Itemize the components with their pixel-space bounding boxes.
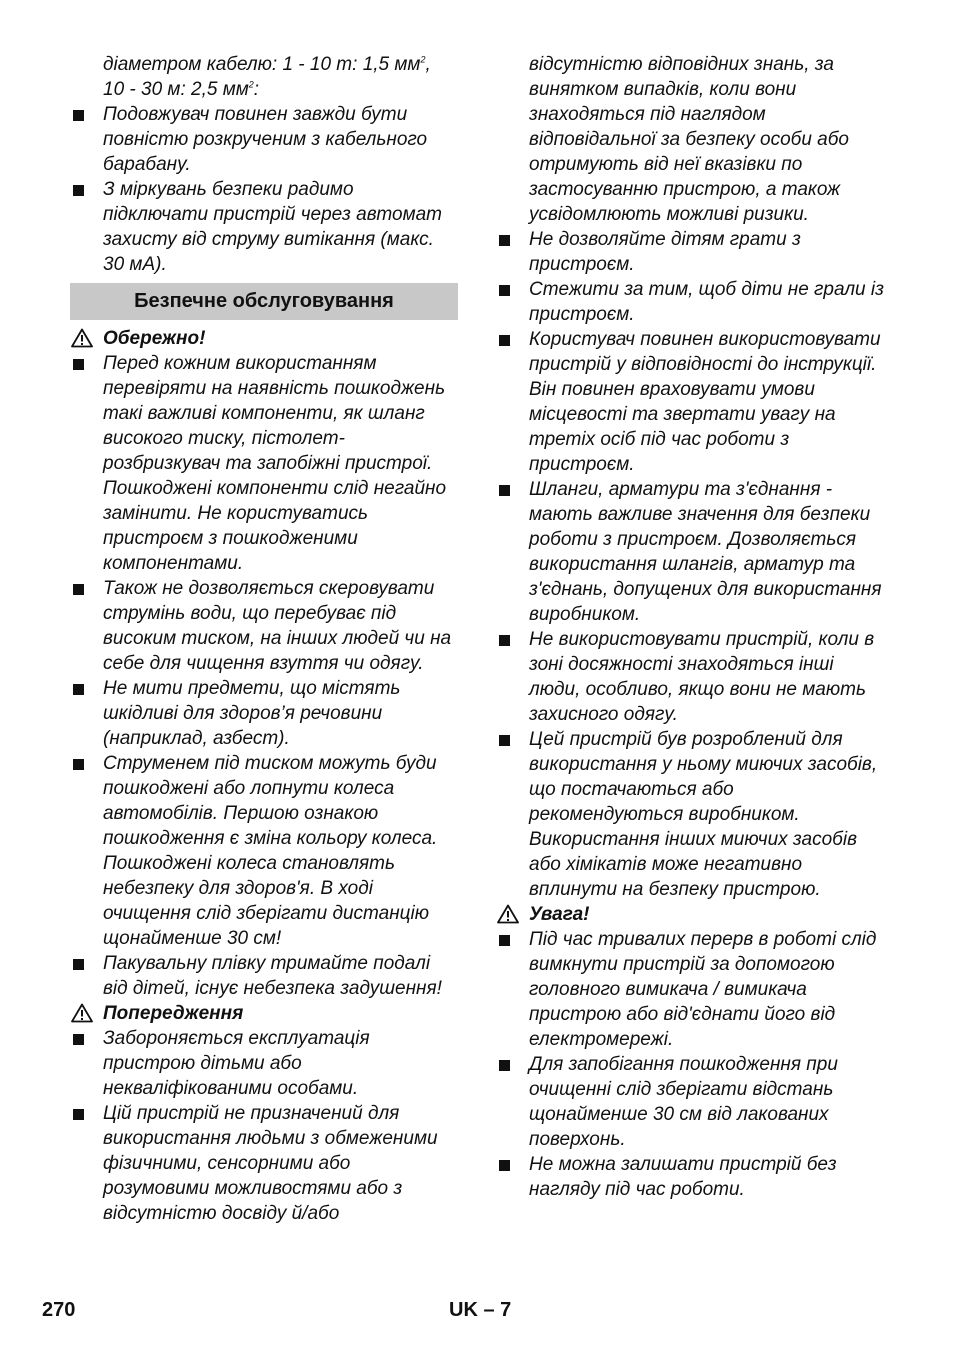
- list-item: Цій пристрій не призначений для використання людьми з обмеженими фізичними, сенсорними або розумовими можливостями або з відсутністю досвіду й/або: [70, 1101, 458, 1226]
- list-item: Не дозволяйте дітям грати з пристроєм.: [496, 227, 886, 277]
- warning-triangle-icon: [497, 904, 519, 924]
- list-item: Не можна залишати пристрій без нагляду під час роботи.: [496, 1152, 886, 1202]
- list-item: Цей пристрій був розроблений для використання у ньому миючих засобів, що постачаються або рекомендуються виробником. Використання інших миючих засобів або хімікатів може негативно вплинути на безпеку пристрою.: [496, 727, 886, 902]
- attention-label: Увага!: [496, 902, 886, 927]
- caution-label: Обережно!: [70, 326, 458, 351]
- continuation-text: відсутністю відповідних знань, за винятком випадків, коли вони знаходяться під наглядом відповідальної за безпеку особи або отримують від неї вказівки по застосуванню пристрою, а також усвідомлюють можливі ризики.: [529, 54, 849, 225]
- warning-triangle-icon: [71, 1003, 93, 1023]
- list-item: Під час тривалих перерв в роботі слід вимкнути пристрій за допомогою головного вимикача / вимикача пристрою або від'єднати його від електромережі.: [496, 927, 886, 1052]
- list-item: Подовжувач повинен завжди бути повністю розкрученим з кабельного барабану.: [70, 102, 458, 177]
- left-column: [70, 52, 458, 1226]
- list-item: Не використовувати пристрій, коли в зоні досяжності знаходяться інші люди, особливо, якщо вони не мають захисного одягу.: [496, 627, 886, 727]
- list-item: Пакувальну плівку тримайте подалі від дітей, існує небезпека задушення!: [70, 951, 458, 1001]
- footer-section-label: UK – 7: [449, 1299, 512, 1321]
- list-item: Забороняється експлуатація пристрою дітьми або некваліфікованими особами.: [70, 1026, 458, 1101]
- right-column: [496, 52, 886, 1202]
- warning-triangle-icon: [71, 328, 93, 348]
- warning-label: Попередження: [70, 1001, 458, 1026]
- list-item: Струменем під тиском можуть буди пошкоджені або лопнути колеса автомобілів. Першою ознакою пошкодження є зміна кольору колеса. Пошкоджені колеса становлять небезпеку для здоров'я. В ході очищення слід зберігати дистанцію щонайменше 30 см!: [70, 751, 458, 951]
- page-number: 270: [42, 1299, 76, 1321]
- list-item: Стежити за тим, щоб діти не грали із пристроєм.: [496, 277, 886, 327]
- list-item: З міркувань безпеки радимо підключати пристрій через автомат захисту від струму витікання (макс. 30 мА).: [70, 177, 458, 277]
- list-item: Перед кожним використанням перевіряти на наявність пошкоджень такі важливі компоненти, як шланг високого тиску, пістолет-розбризкувач та запобіжні пристрої. Пошкоджені компоненти слід негайно замінити. Не користуватись пристроєм з пошкодженими компонентами.: [70, 351, 458, 576]
- section-heading: Безпечне обслуговування: [70, 283, 458, 320]
- list-item: Не мити предмети, що містять шкідливі для здоров’я речовини (наприклад, азбест).: [70, 676, 458, 751]
- list-item: Шланги, арматури та з'єднання - мають важливе значення для безпеки роботи з пристроєм. Дозволяється використання шлангів, арматур та з'єднань, допущених для використання виробником.: [496, 477, 886, 627]
- list-item: Користувач повинен використовувати пристрій у відповідності до інструкції. Він повинен враховувати умови місцевості та звертати увагу на третіх осіб під час роботи з пристроєм.: [496, 327, 886, 477]
- continuation-text: діаметром кабелю: 1 - 10 m: 1,5 $мм^2$, 10 - 30 м: 2,5 $мм^2$:: [103, 54, 431, 100]
- list-item: Для запобігання пошкодження при очищенні слід зберігати відстань щонайменше 30 см від лакованих поверхонь.: [496, 1052, 886, 1152]
- list-item: Також не дозволяється скеровувати струмінь води, що перебуває під високим тиском, на інших людей чи на себе для чищення взуття чи одягу.: [70, 576, 458, 676]
